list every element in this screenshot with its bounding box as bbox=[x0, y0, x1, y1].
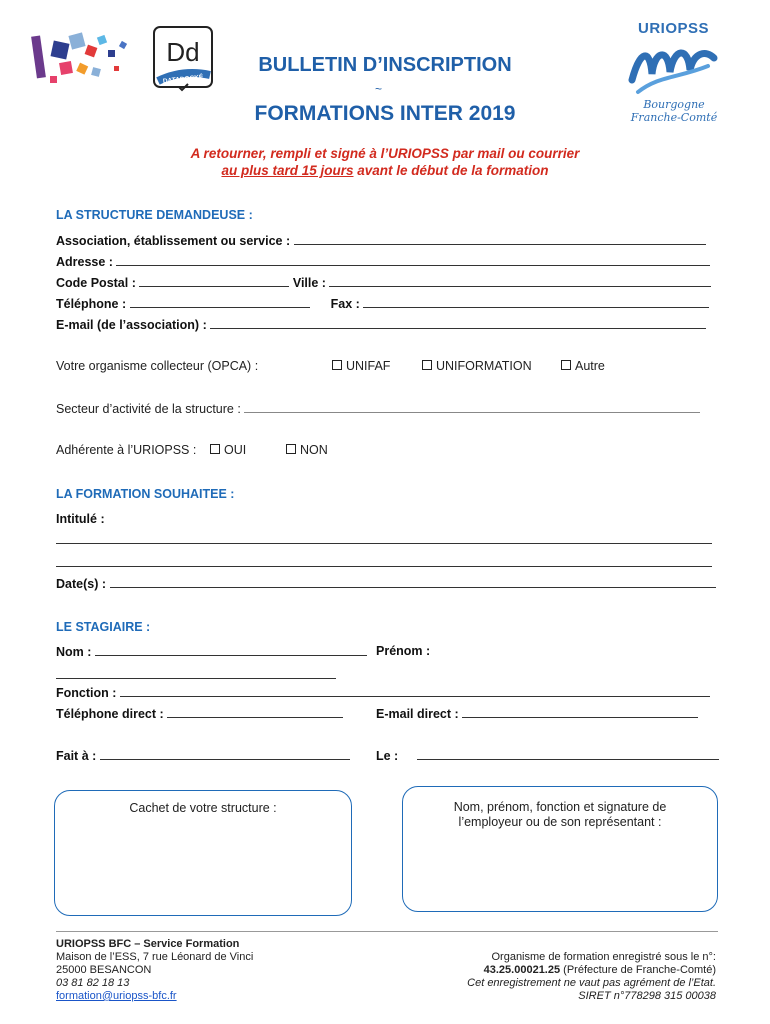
title-tilde: ~ bbox=[375, 82, 383, 96]
email-structure-row bbox=[56, 317, 706, 332]
prenom-label: Prénom : bbox=[376, 644, 431, 658]
uriopss-logo bbox=[620, 20, 725, 135]
secteur-field[interactable] bbox=[244, 401, 700, 413]
intitule-label: Intitulé : bbox=[56, 512, 105, 526]
adresse-row bbox=[56, 254, 710, 269]
uriopss-brand: URIOPSS bbox=[638, 20, 710, 37]
email-direct-row bbox=[376, 706, 698, 721]
signature-label bbox=[403, 800, 717, 830]
tel-direct-field[interactable] bbox=[167, 706, 343, 718]
opca-option-uniformation[interactable] bbox=[422, 359, 532, 373]
uriopss-wave-icon bbox=[628, 40, 718, 100]
adherente-option-oui[interactable] bbox=[210, 443, 246, 457]
telephone-label: Téléphone : bbox=[56, 297, 127, 311]
footer-divider bbox=[56, 931, 718, 932]
fait-label: Fait à : bbox=[56, 749, 97, 763]
adherente-option-non[interactable] bbox=[286, 443, 328, 457]
adherente-option-label: OUI bbox=[224, 443, 247, 457]
footer-left bbox=[56, 938, 253, 1003]
footer-email-link[interactable]: formation@uriopss-bfc.fr bbox=[56, 990, 177, 1002]
checkbox-icon[interactable] bbox=[332, 360, 342, 370]
fonction-field[interactable] bbox=[120, 685, 710, 697]
association-row bbox=[56, 233, 706, 248]
code-postal-row bbox=[56, 275, 711, 290]
checkbox-icon[interactable] bbox=[210, 444, 220, 454]
opca-option-unifaf[interactable] bbox=[332, 359, 390, 373]
fax-field[interactable] bbox=[363, 296, 709, 308]
association-label: Association, établissement ou service : bbox=[56, 234, 291, 248]
fonction-label: Fonction : bbox=[56, 686, 117, 700]
tel-direct-row bbox=[56, 706, 343, 721]
instruction-line2 bbox=[90, 163, 680, 178]
title-line2: FORMATIONS INTER 2019 bbox=[254, 102, 516, 125]
dates-row bbox=[56, 576, 716, 591]
code-postal-field[interactable] bbox=[139, 275, 289, 287]
dates-field[interactable] bbox=[110, 576, 716, 588]
fonction-row bbox=[56, 685, 710, 700]
footer-registration-number: 43.25.00021.25 bbox=[483, 964, 561, 976]
footer-right-line1: Organisme de formation enregistré sous le n°: bbox=[491, 951, 716, 963]
footer-right-line3: Cet enregistrement ne vaut pas agrément de l’Etat. bbox=[467, 977, 716, 989]
le-label: Le : bbox=[376, 749, 399, 763]
ville-label: Ville : bbox=[292, 276, 326, 290]
email-direct-field[interactable] bbox=[462, 706, 698, 718]
prenom-field[interactable] bbox=[56, 667, 336, 679]
instruction-rest: avant le début de la formation bbox=[353, 163, 549, 178]
title-line1: BULLETIN D’INSCRIPTION bbox=[258, 54, 512, 76]
checkbox-icon[interactable] bbox=[561, 360, 571, 370]
footer-address2: 25000 BESANCON bbox=[56, 964, 152, 976]
uriopss-region: Bourgogne Franche-Comté bbox=[630, 98, 718, 124]
footer-phone: 03 81 82 18 13 bbox=[56, 977, 130, 989]
tel-direct-label: Téléphone direct : bbox=[56, 707, 164, 721]
fait-row bbox=[56, 748, 350, 763]
ville-field[interactable] bbox=[329, 275, 711, 287]
email-structure-field[interactable] bbox=[210, 317, 706, 329]
datadock-label: DATADOCKÉ bbox=[162, 73, 204, 86]
datadock-logo bbox=[152, 25, 216, 95]
opca-option-label: UNIFORMATION bbox=[436, 359, 532, 373]
cachet-label: Cachet de votre structure : bbox=[129, 801, 277, 815]
cachet-box[interactable] bbox=[54, 790, 352, 916]
formation-heading: LA FORMATION SOUHAITEE : bbox=[56, 487, 235, 501]
telephone-field[interactable] bbox=[130, 296, 310, 308]
footer-right bbox=[467, 951, 716, 1003]
intitule-line-2[interactable] bbox=[56, 555, 712, 567]
opca-option-label: Autre bbox=[575, 359, 605, 373]
adresse-label: Adresse : bbox=[56, 255, 113, 269]
adherente-option-label: NON bbox=[300, 443, 328, 457]
footer-siret: SIRET n°778298 315 00038 bbox=[578, 990, 716, 1002]
telephone-row bbox=[56, 296, 709, 311]
nom-row bbox=[56, 644, 367, 659]
signature-label-line2: l’employeur ou de son représentant : bbox=[458, 815, 662, 829]
nom-field[interactable] bbox=[95, 644, 367, 656]
fait-field[interactable] bbox=[100, 748, 350, 760]
nom-label: Nom : bbox=[56, 645, 92, 659]
opca-option-autre[interactable] bbox=[561, 359, 605, 373]
instruction-line1: A retourner, rempli et signé à l’URIOPSS par mail ou courrier bbox=[190, 146, 580, 161]
fax-label: Fax : bbox=[330, 297, 360, 311]
datadock-letters: Dd bbox=[166, 37, 200, 67]
secteur-row bbox=[56, 401, 700, 416]
structure-heading: LA STRUCTURE DEMANDEUSE : bbox=[56, 208, 253, 222]
code-postal-label: Code Postal : bbox=[56, 276, 136, 290]
email-direct-label: E-mail direct : bbox=[376, 707, 459, 721]
secteur-label: Secteur d’activité de la structure : bbox=[56, 402, 241, 416]
footer-org: URIOPSS BFC – Service Formation bbox=[56, 938, 240, 950]
checkbox-icon[interactable] bbox=[286, 444, 296, 454]
stagiaire-heading: LE STAGIAIRE : bbox=[56, 620, 151, 634]
adherente-label: Adhérente à l’URIOPSS : bbox=[56, 443, 197, 457]
checkbox-icon[interactable] bbox=[422, 360, 432, 370]
opca-option-label: UNIFAF bbox=[346, 359, 391, 373]
footer-prefecture: (Préfecture de Franche-Comté) bbox=[560, 964, 716, 976]
signature-box[interactable] bbox=[402, 786, 718, 912]
adresse-field[interactable] bbox=[116, 254, 710, 266]
dates-label: Date(s) : bbox=[56, 577, 107, 591]
instruction-deadline: au plus tard 15 jours bbox=[221, 163, 354, 178]
email-structure-label: E-mail (de l’association) : bbox=[56, 318, 207, 332]
association-field[interactable] bbox=[294, 233, 706, 245]
footer-address1: Maison de l’ESS, 7 rue Léonard de Vinci bbox=[56, 951, 254, 963]
footer-right-line2 bbox=[467, 964, 716, 977]
le-row bbox=[376, 748, 719, 763]
intitule-line-1[interactable] bbox=[56, 532, 712, 544]
opca-label: Votre organisme collecteur (OPCA) : bbox=[56, 359, 259, 373]
signature-label-line1: Nom, prénom, fonction et signature de bbox=[453, 800, 667, 814]
le-field[interactable] bbox=[417, 748, 719, 760]
ess-logo bbox=[30, 28, 135, 90]
